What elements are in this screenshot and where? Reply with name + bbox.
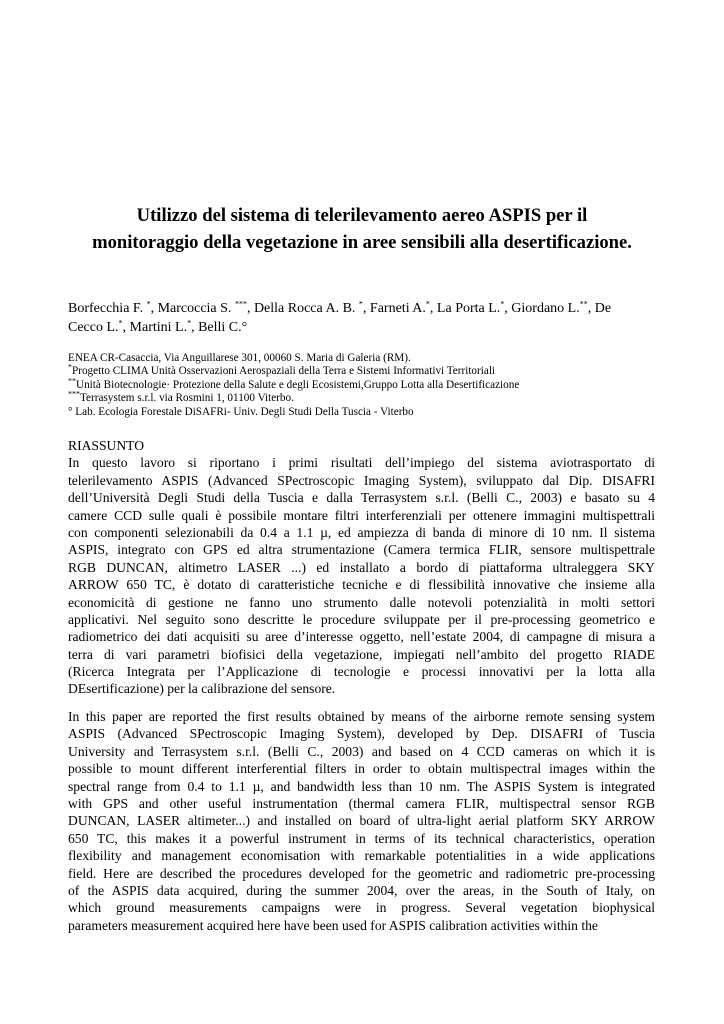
paragraph-line: possible to mount different interferential filters in order to obtain multispectral images within the	[68, 761, 655, 777]
affiliation-marker: **	[68, 376, 76, 386]
affiliation-line	[68, 352, 668, 365]
author-name: , La Porta L.	[429, 301, 501, 316]
paragraph-line: flexibility and management economisation with remarkable potentialities in a wide applications	[68, 848, 655, 864]
paragraph-line: field. Here are described the procedures developed for the geometric and radiometric pre-processing	[68, 865, 655, 881]
author-name: , Belli C.°	[191, 320, 248, 335]
author-name: , Della Rocca A. B.	[246, 301, 359, 316]
abstract-english	[68, 708, 655, 934]
riassunto-paragraph	[68, 454, 655, 697]
riassunto-section	[68, 437, 655, 698]
affiliation-text: Progetto CLIMA Unità Osservazioni Aerospaziali della Terra e Sistemi Informativi Territoriali	[72, 365, 496, 378]
paragraph-line: ASPIS (Advanced SPectroscopic Imaging System), developed by Dep. DISAFRI of Tuscia	[68, 726, 655, 742]
paragraph-line: terra di vari parametri biofisici della vegetazione, impiegati nell’ambito del progetto RIADE	[68, 646, 655, 662]
author-affiliation-marker: **	[579, 299, 588, 309]
affiliation-marker: *	[68, 362, 72, 372]
paragraph-line: University and Terrasystem s.r.l. (Belli C., 2003) and based on 4 CCD cameras on which it is	[68, 743, 655, 759]
paragraph-line: DEsertificazione) per la calibrazione del sensore.	[68, 681, 336, 697]
paper-title	[60, 202, 664, 256]
paragraph-line: In this paper are reported the first results obtained by means of the airborne remote sensing system	[68, 709, 655, 724]
author-list	[68, 299, 664, 337]
paragraph-line: with GPS and other useful instrumentation (thermal camera FLIR, multispectral sensor RGB	[68, 795, 655, 811]
title-line: Utilizzo del sistema di telerilevamento aereo ASPIS per il	[136, 205, 588, 226]
paragraph-line: DUNCAN, LASER altimeter...) and installed on board of ultra-light aerial platform SKY ARROW	[68, 813, 655, 829]
author-name: Cecco L.	[68, 320, 119, 335]
affiliation-marker: ***	[68, 389, 80, 399]
author-affiliation-marker: *	[425, 299, 430, 309]
section-heading: RIASSUNTO	[68, 438, 145, 453]
author-affiliation-marker: *	[187, 318, 192, 328]
paragraph-line: In questo lavoro si riportano i primi risultati dell’impiego del sistema aviotrasportato di	[68, 455, 655, 471]
affiliation-text: Unità Biotecnologie· Protezione della Salute e degli Ecosistemi,Gruppo Lotta alla Desertificazione	[76, 378, 520, 391]
affiliation-line	[68, 389, 668, 405]
author-name: , De	[587, 301, 612, 316]
paragraph-line: ASPIS, integrato con GPS ed altra strumentazione (Camera termica FLIR, sensore multispettrale	[68, 542, 655, 558]
paragraph-line: which ground measurements campaigns were in progress. Several vegetation biophysical	[68, 900, 655, 916]
affiliation-text: Terrasystem s.r.l. via Rosmini 1, 01100 Viterbo.	[80, 392, 294, 405]
paragraph-line: radiometrico dei dati acquisiti su aree d’interesse oggetto, nell’estate 2004, di campagne di misura a	[68, 629, 655, 645]
affiliation-line	[68, 362, 668, 378]
paragraph-line: telerilevamento ASPIS (Advanced SPectroscopic Imaging System), sviluppato dal Dip. DISAFRI	[68, 472, 655, 488]
author-affiliation-marker: *	[358, 299, 363, 309]
affiliation-line	[68, 406, 668, 419]
paragraph-line: 650 TC, this makes it a powerful instrument in terms of its technical characteristics, operation	[68, 830, 655, 846]
author-name: , Martini L.	[122, 320, 188, 335]
affiliation-text: ENEA CR-Casaccia, Via Anguillarese 301, 00060 S. Maria di Galeria (RM).	[68, 352, 411, 364]
author-name: , Marcoccia S.	[150, 301, 235, 316]
author-name: , Farneti A.	[362, 301, 426, 316]
author-line	[68, 318, 664, 337]
title-line: monitoraggio della vegetazione in aree sensibili alla desertificazione.	[92, 232, 632, 253]
paragraph-line: spectral range from 0.4 to 1.1 µ, and bandwidth less than 10 nm. The ASPIS System is integrated	[68, 778, 655, 794]
paragraph-line: of the ASPIS data acquired, during the summer 2004, over the areas, in the South of Italy, on	[68, 882, 655, 898]
paragraph-line: RGB DUNCAN, altimetro LASER ...) ed installato a bordo di piattaforma ultraleggera SKY	[68, 559, 655, 575]
paragraph-line: economicità di gestione ne fanno uno strumento dalle notevoli potenzialità in molti settori	[68, 594, 655, 610]
author-affiliation-marker: *	[118, 318, 123, 328]
paragraph-line: ARROW 650 TC, è dotato di caratteristiche tecniche e di flessibilità innovative che insieme alla	[68, 577, 655, 593]
paragraph-line: parameters measurement acquired here have been used for ASPIS calibration activities within the	[68, 917, 598, 933]
author-name: , Giordano L.	[504, 301, 580, 316]
author-affiliation-marker: *	[146, 299, 151, 309]
author-name: Borfecchia F.	[68, 301, 147, 316]
affiliation-text: ° Lab. Ecologia Forestale DiSAFRi- Univ. Degli Studi Della Tuscia - Viterbo	[68, 405, 414, 418]
author-affiliation-marker: *	[500, 299, 505, 309]
paragraph-line: con componenti selezionabili da 0.4 a 1.1 µ, ed ampiezza di banda di minore di 10 nm. Il sistema	[68, 524, 655, 540]
paragraph-line: camere CCD sulle quali è possibile montare filtri interferenziali per ottenere immagini multispettrali	[68, 507, 655, 523]
paragraph-line: applicativi. Nel seguito sono descritte le procedure sviluppate per il pre-processing geometrico e	[68, 611, 655, 627]
paragraph-line: (Ricerca Integrata per l’Applicazione di tecnologie e processi innovativi per la lotta alla	[68, 664, 655, 680]
paragraph-line: dell’Università Degli Studi della Tuscia e dalla Terrasystem s.r.l. (Belli C., 2003) e basato su 4	[68, 490, 655, 506]
author-affiliation-marker: ***	[234, 299, 247, 309]
english-paragraph	[68, 708, 655, 934]
author-line	[68, 299, 664, 318]
affiliation-line	[68, 376, 668, 392]
affiliations	[68, 352, 668, 419]
